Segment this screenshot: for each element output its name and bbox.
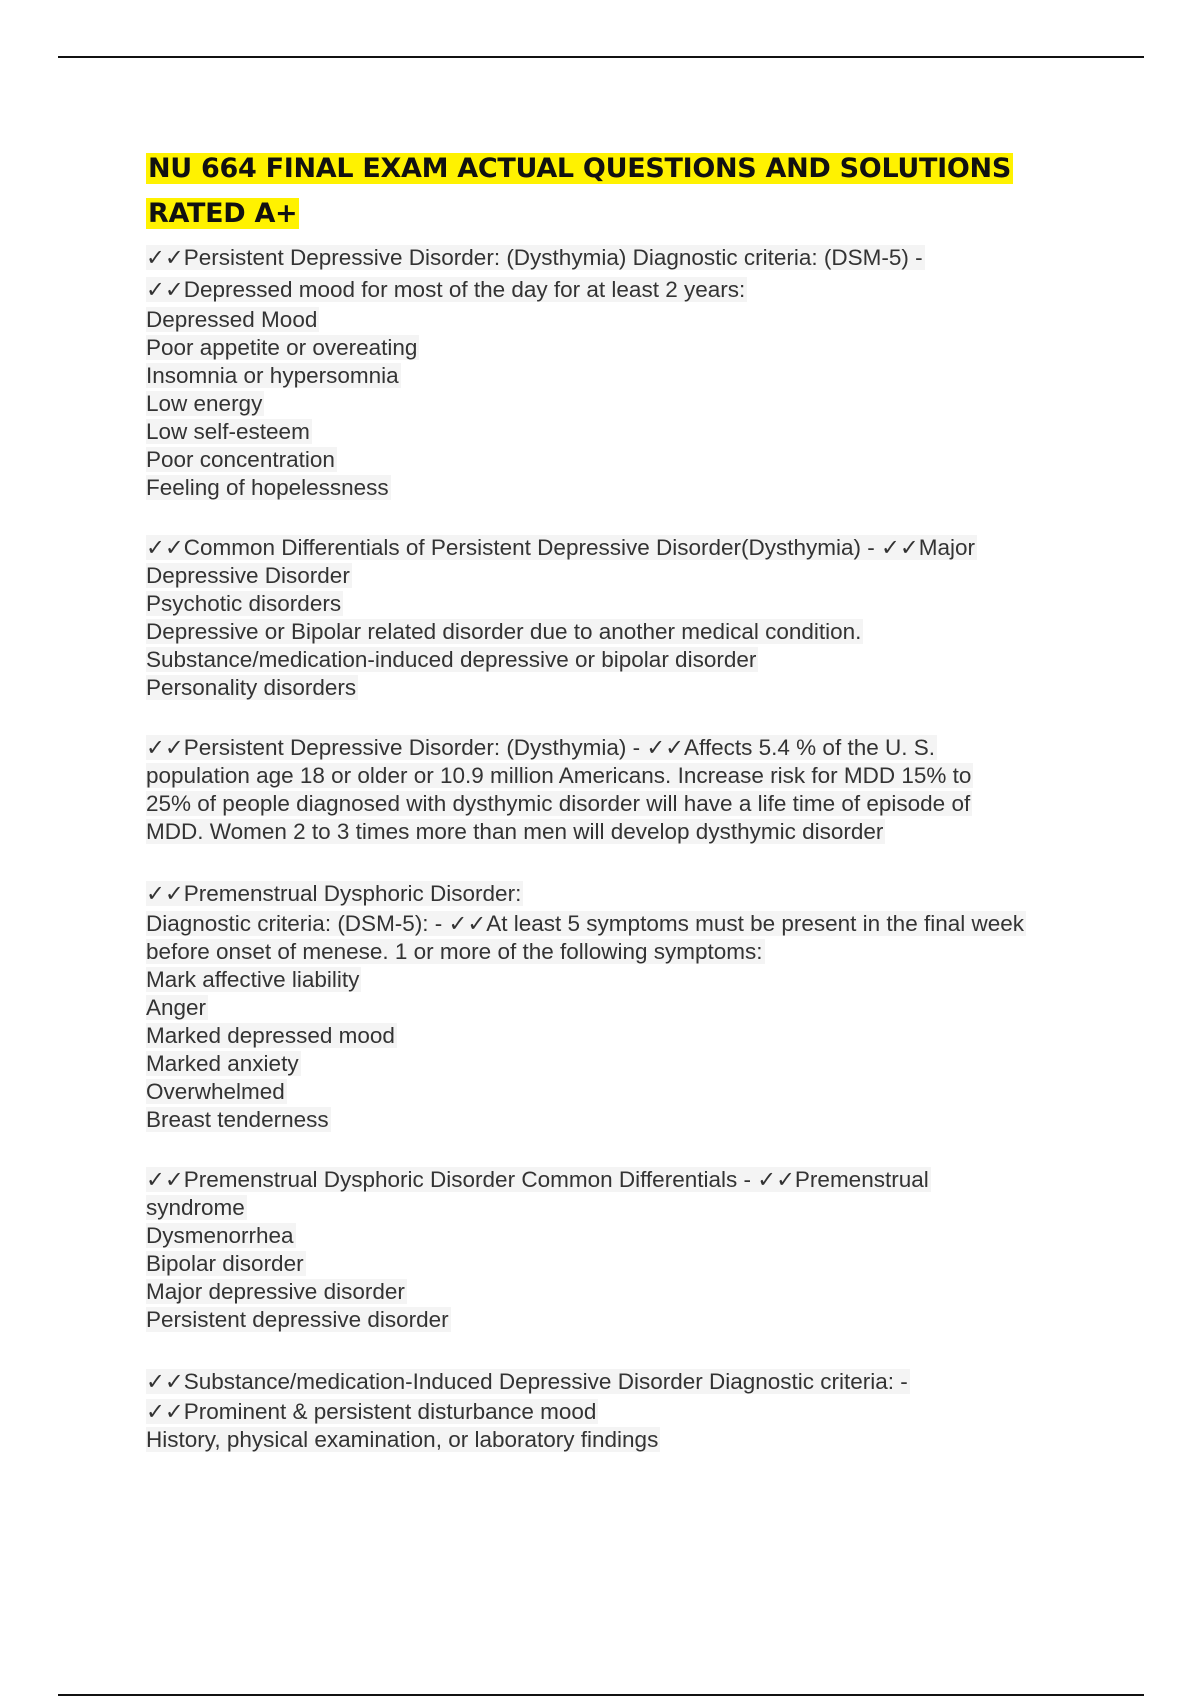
bottom-rule xyxy=(58,1694,1144,1696)
list-item: Insomnia or hypersomnia xyxy=(146,363,399,388)
list-item: Depressive Disorder xyxy=(146,563,350,588)
list-item: Marked depressed mood xyxy=(146,1023,395,1048)
answer-line: population age 18 or older or 10.9 million Americans. Increase risk for MDD 15% to xyxy=(146,763,972,788)
list-item: Mark affective liability xyxy=(146,967,360,992)
list-item: Poor appetite or overeating xyxy=(146,335,418,360)
question-line: ✓✓Common Differentials of Persistent Depressive Disorder(Dysthymia) - ✓✓Major xyxy=(146,535,975,560)
document-title xyxy=(146,146,1106,236)
answer-line: Diagnostic criteria: (DSM-5): - ✓✓At least 5 symptoms must be present in the final week xyxy=(146,911,1025,936)
top-rule xyxy=(58,56,1144,58)
list-item: Anger xyxy=(146,995,207,1020)
list-item: Low energy xyxy=(146,391,263,416)
title-line: NU 664 FINAL EXAM ACTUAL QUESTIONS AND SOLUTIONS xyxy=(148,153,1011,184)
answer-line: ✓✓Depressed mood for most of the day for at least 2 years: xyxy=(146,277,746,302)
list-item: Low self-esteem xyxy=(146,419,310,444)
qa-block-dysthymia-prevalence xyxy=(146,734,1106,846)
list-item: Feeling of hopelessness xyxy=(146,475,389,500)
list-item: syndrome xyxy=(146,1195,245,1220)
qa-block-pmdd-criteria xyxy=(146,878,1106,1134)
list-item: Personality disorders xyxy=(146,675,357,700)
qa-block-substance-induced xyxy=(146,1366,1106,1454)
list-item: Substance/medication-induced depressive or bipolar disorder xyxy=(146,647,757,672)
list-item: Depressive or Bipolar related disorder due to another medical condition. xyxy=(146,619,862,644)
question-line: ✓✓Substance/medication-Induced Depressive Disorder Diagnostic criteria: - xyxy=(146,1369,908,1394)
qa-block-dysthymia-criteria xyxy=(146,242,1106,502)
list-item: Marked anxiety xyxy=(146,1051,299,1076)
list-item: Persistent depressive disorder xyxy=(146,1307,449,1332)
list-item: Depressed Mood xyxy=(146,307,318,332)
qa-block-pmdd-differentials xyxy=(146,1166,1106,1334)
list-item: Dysmenorrhea xyxy=(146,1223,294,1248)
question-line: ✓✓Persistent Depressive Disorder: (Dysthymia) - ✓✓Affects 5.4 % of the U. S. xyxy=(146,735,935,760)
list-item: Overwhelmed xyxy=(146,1079,285,1104)
list-item: Psychotic disorders xyxy=(146,591,342,616)
question-line: ✓✓Persistent Depressive Disorder: (Dysthymia) Diagnostic criteria: (DSM-5) - xyxy=(146,245,923,270)
question-line: ✓✓Premenstrual Dysphoric Disorder Common Differentials - ✓✓Premenstrual xyxy=(146,1167,929,1192)
answer-line: 25% of people diagnosed with dysthymic disorder will have a life time of episode of xyxy=(146,791,971,816)
answer-line: ✓✓Prominent & persistent disturbance mood xyxy=(146,1399,597,1424)
document-body xyxy=(146,146,1106,1486)
answer-line: MDD. Women 2 to 3 times more than men will develop dysthymic disorder xyxy=(146,819,884,844)
list-item: Bipolar disorder xyxy=(146,1251,304,1276)
title-line: RATED A+ xyxy=(148,198,298,229)
list-item: Major depressive disorder xyxy=(146,1279,405,1304)
list-item: Breast tenderness xyxy=(146,1107,329,1132)
answer-line: before onset of menese. 1 or more of the following symptoms: xyxy=(146,939,763,964)
question-line: ✓✓Premenstrual Dysphoric Disorder: xyxy=(146,881,522,906)
list-item: Poor concentration xyxy=(146,447,335,472)
qa-block-dysthymia-differentials xyxy=(146,534,1106,702)
answer-line: History, physical examination, or laboratory findings xyxy=(146,1427,659,1452)
